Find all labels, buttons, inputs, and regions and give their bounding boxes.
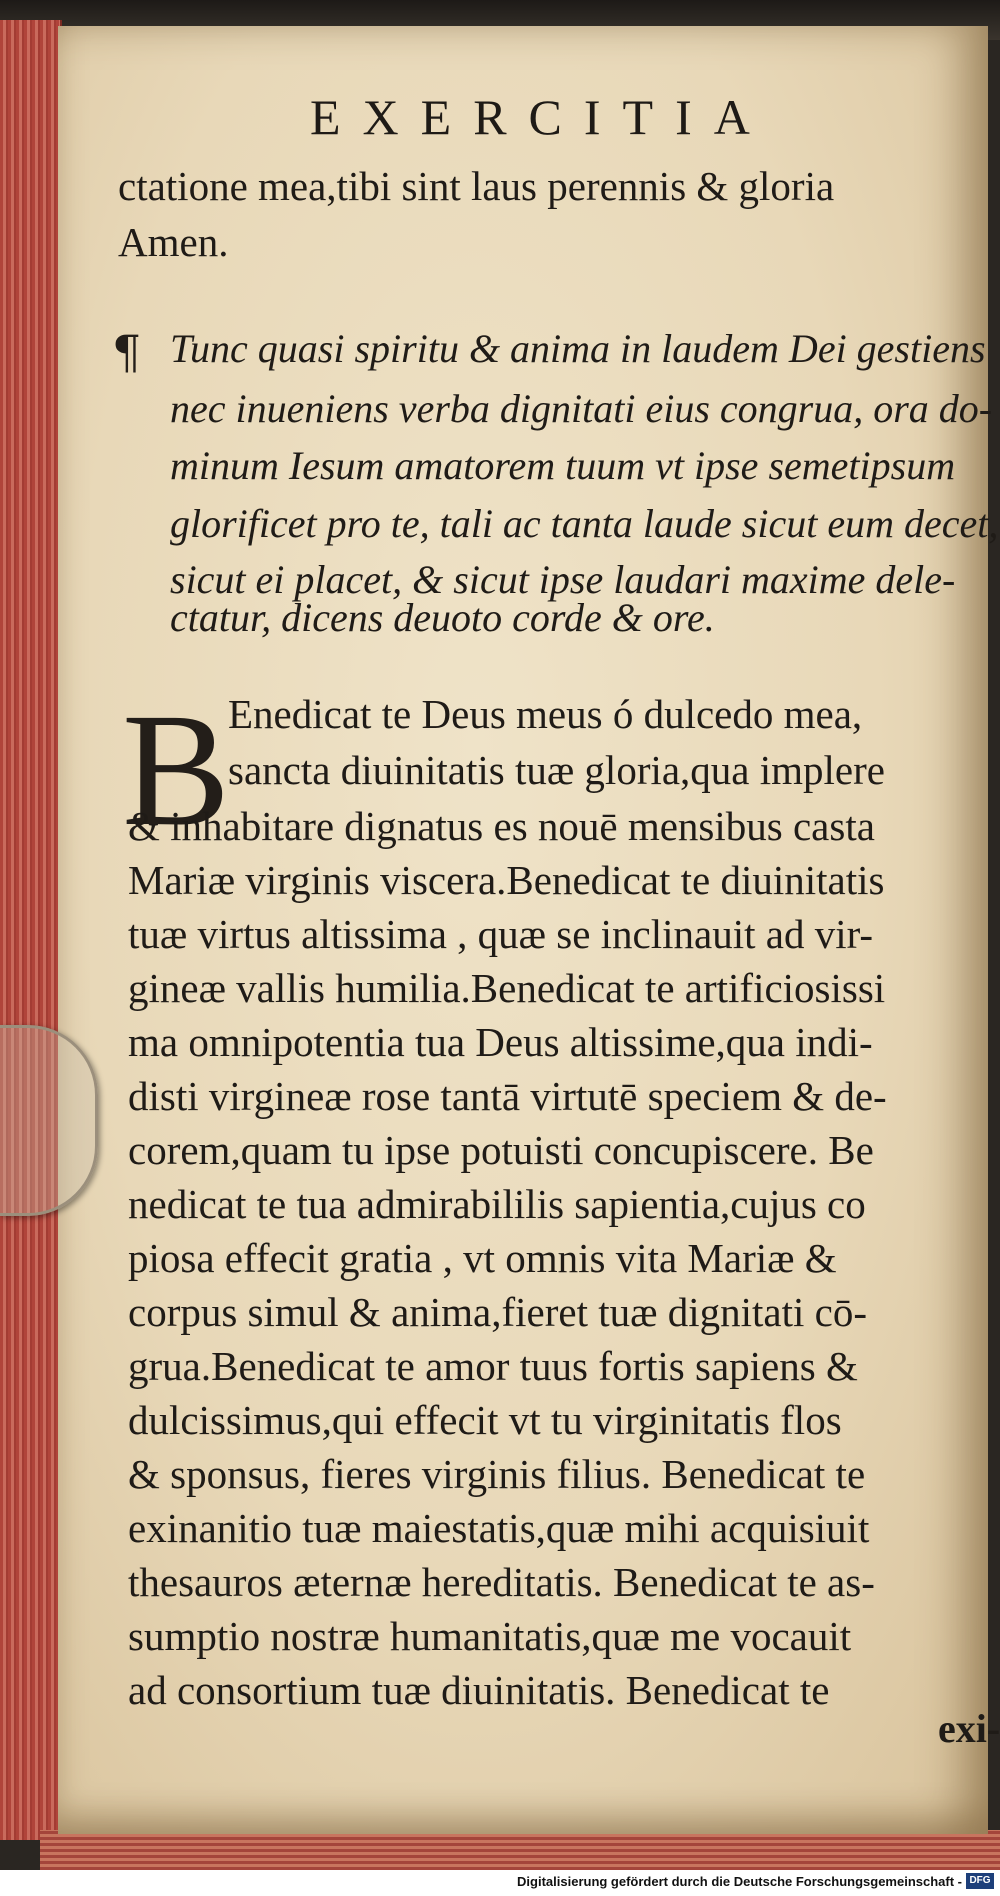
page-edges-left bbox=[0, 20, 62, 1840]
rubric-line: minum Iesum amatorem tuum vt ipse semetipsum bbox=[170, 443, 956, 488]
rubric-line: nec inueniens verba dignitati eius congrua, ora do- bbox=[170, 386, 993, 431]
body-line: Enedicat te Deus meus ó dulcedo mea, bbox=[228, 691, 863, 737]
body-line: gineæ vallis humilia.Benedicat te artificiosissi bbox=[128, 965, 886, 1011]
running-head: EXERCITIA bbox=[310, 89, 772, 145]
catchword: exi- bbox=[938, 1706, 1000, 1751]
body-line: disti virgineæ rose tantā virtutē speciem & de- bbox=[128, 1073, 887, 1119]
body-line: sumptio nostræ humanitatis,quæ me vocauit bbox=[128, 1613, 852, 1659]
drop-cap: B bbox=[122, 681, 231, 860]
rubric-line: glorificet pro te, tali ac tanta laude sicut eum decet, bbox=[170, 501, 999, 546]
digitization-credit: Digitalisierung gefördert durch die Deutsche Forschungsgemeinschaft - bbox=[517, 1874, 962, 1889]
body-line: & sponsus, fieres virginis filius. Benedicat te bbox=[128, 1451, 866, 1497]
body-line: corpus simul & anima,fieret tuæ dignitati cō- bbox=[128, 1289, 867, 1335]
rubric-line: Tunc quasi spiritu & anima in laudem Dei gestiens bbox=[170, 326, 986, 371]
body-line: ma omnipotentia tua Deus altissime,qua indi- bbox=[128, 1019, 873, 1065]
text-line: ctatione mea,tibi sint laus perennis & gloria bbox=[118, 163, 835, 209]
page-edges-bottom bbox=[40, 1830, 1000, 1870]
body-line: nedicat te tua admirabililis sapientia,cujus co bbox=[128, 1181, 866, 1227]
page-clip bbox=[0, 1025, 98, 1216]
body-line: grua.Benedicat te amor tuus fortis sapiens & bbox=[128, 1343, 858, 1389]
body-line: corem,quam tu ipse potuisti concupiscere. Be bbox=[128, 1127, 874, 1173]
body-line: piosa effecit gratia , vt omnis vita Mariæ & bbox=[128, 1235, 837, 1281]
body-line: sancta diuinitatis tuæ gloria,qua implere bbox=[228, 747, 885, 793]
body-line: exinanitio tuæ maiestatis,quæ mihi acquisiuit bbox=[128, 1505, 870, 1551]
body-line: thesauros æternæ hereditatis. Benedicat te as- bbox=[128, 1559, 875, 1605]
body-line: Mariæ virginis viscera.Benedicat te diuinitatis bbox=[128, 857, 885, 903]
rubric-line: ctatur, dicens deuoto corde & ore. bbox=[170, 595, 715, 640]
body-line: ad consortium tuæ diuinitatis. Benedicat te bbox=[128, 1667, 830, 1713]
rubric-line: sicut ei placet, & sicut ipse laudari maxime dele- bbox=[170, 557, 956, 602]
body-line: dulcissimus,qui effecit vt tu virginitatis flos bbox=[128, 1397, 842, 1443]
text-line: Amen. bbox=[118, 219, 229, 265]
pilcrow-icon: ¶ bbox=[112, 325, 142, 379]
body-line: & inhabitare dignatus es nouē mensibus casta bbox=[128, 803, 875, 849]
body-line: tuæ virtus altissima , quæ se inclinauit ad vir- bbox=[128, 911, 874, 957]
dfg-logo: DFG bbox=[966, 1873, 994, 1889]
